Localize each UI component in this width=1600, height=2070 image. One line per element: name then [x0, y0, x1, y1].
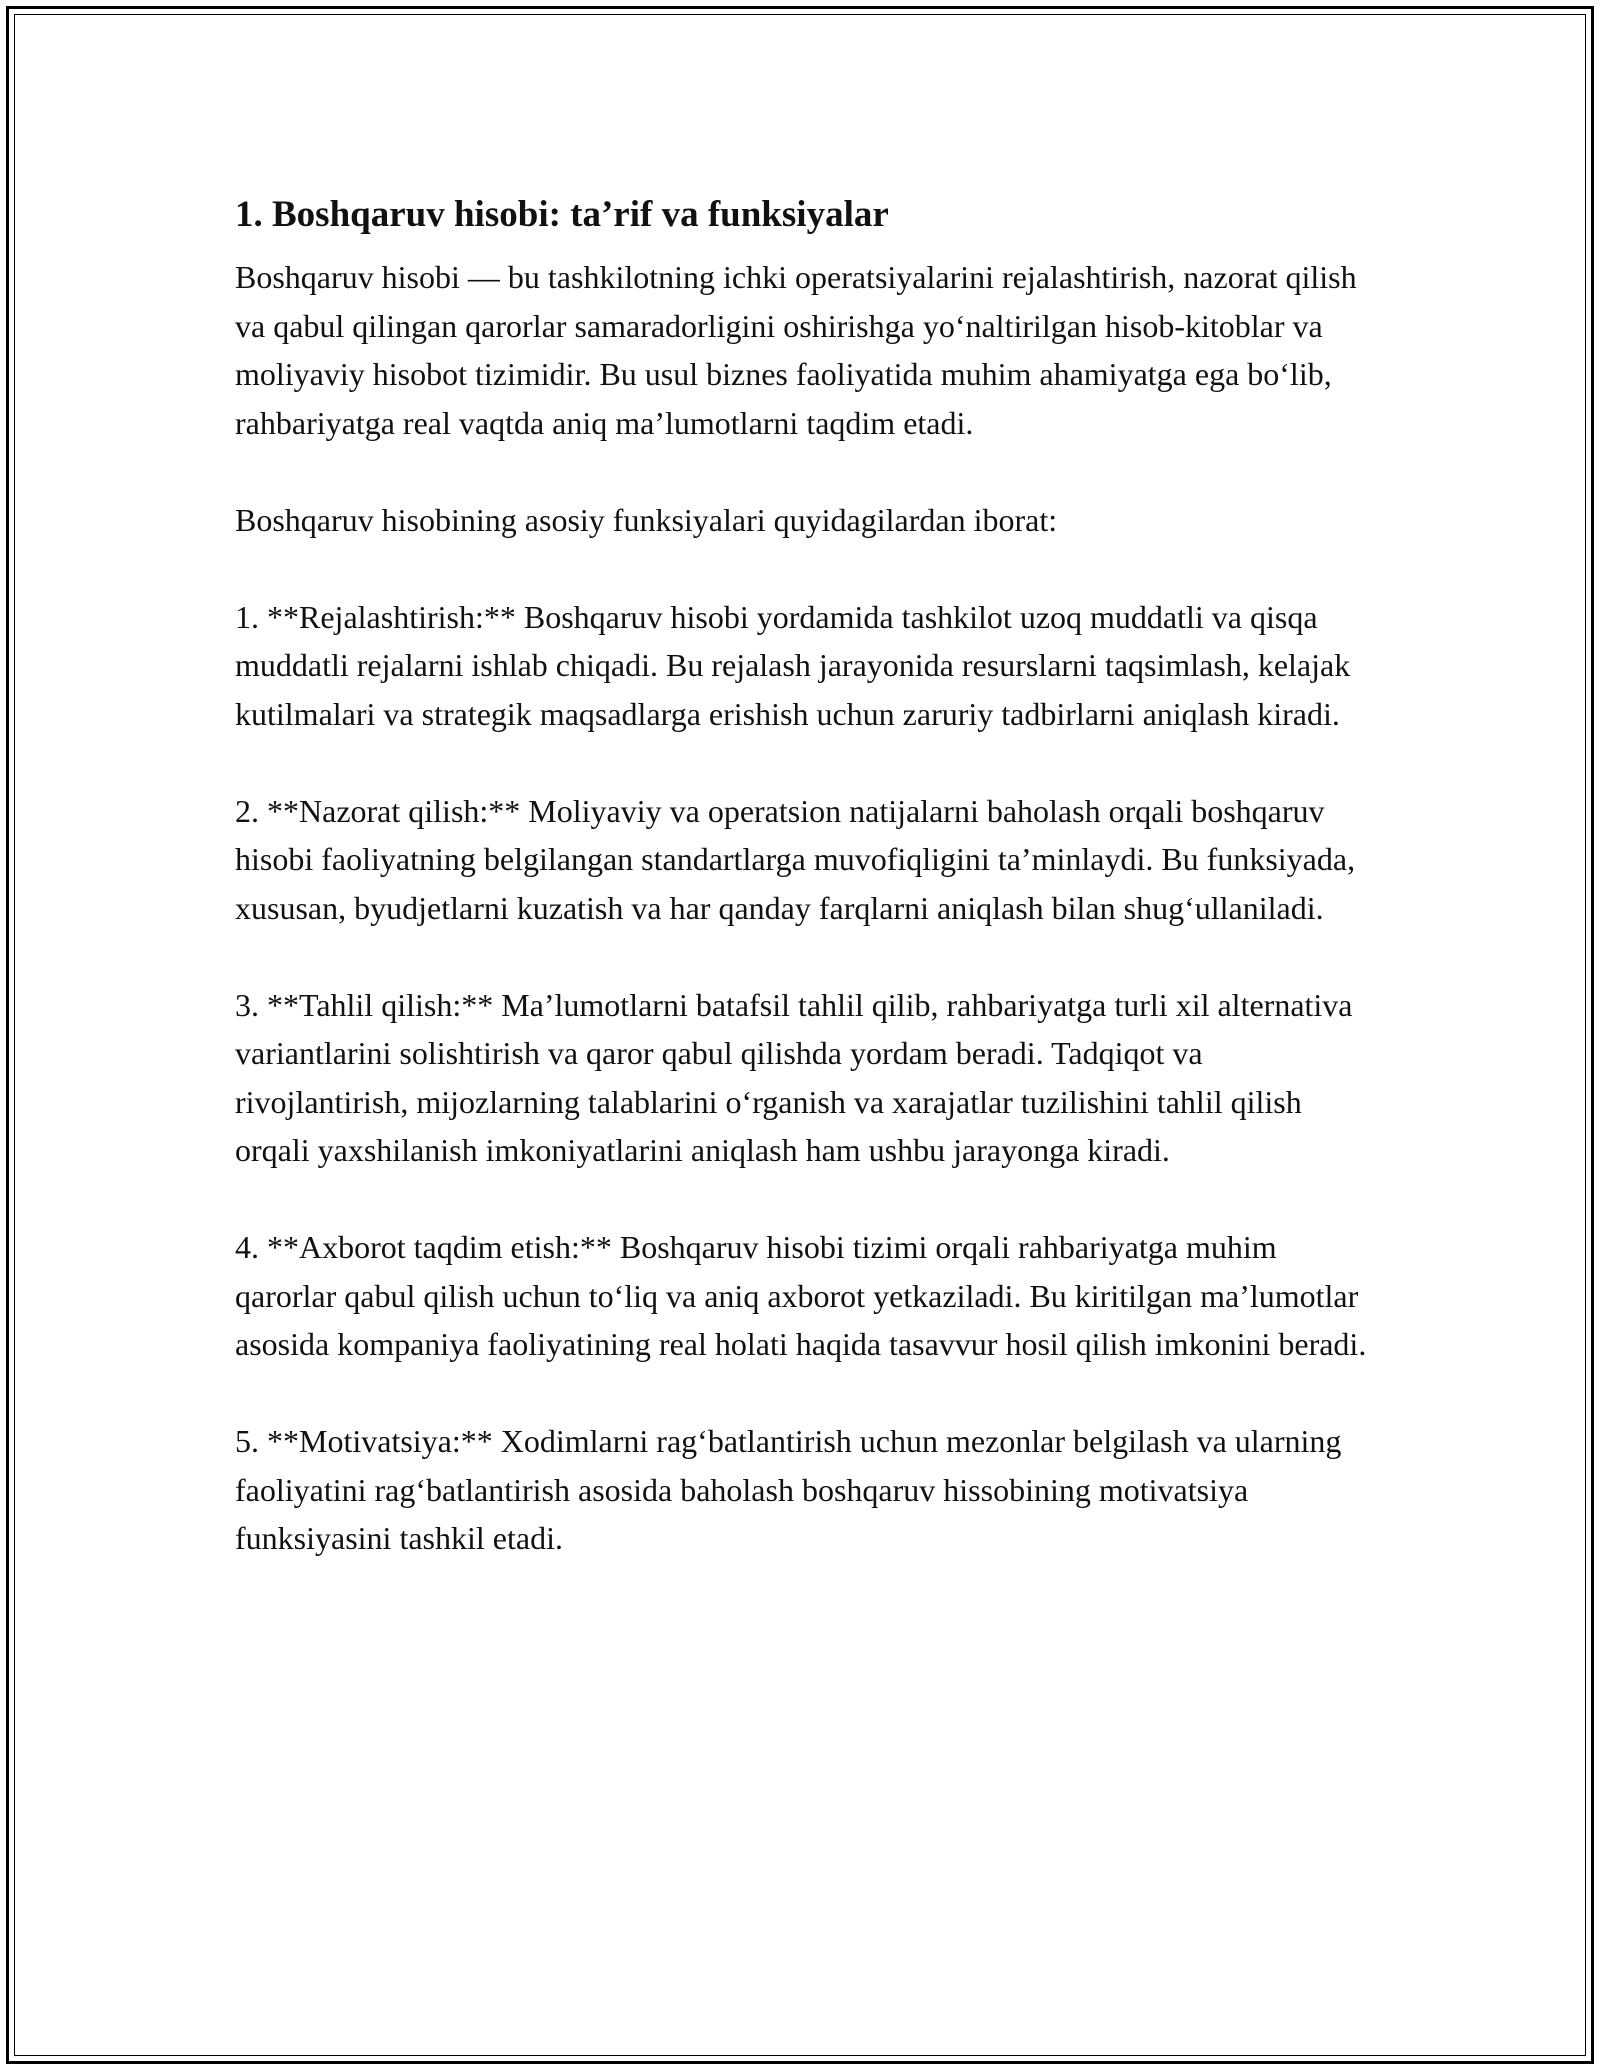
function-item-analysis: 3. **Tahlil qilish:** Ma’lumotlarni batafsil tahlil qilib, rahbariyatga turli xil alternativa variantlarini solishtirish va qaror qabul qilishda yordam beradi. Tadqiqot va rivojlantirish, mijozlarning talablarini o‘rganish va xarajatlar tuzilishini tahlil qilish orqali yaxshilanish imkoniyatlarini aniqlash ham ushbu jarayonga kiradi.: [235, 986, 1353, 1168]
function-item-motivation: 5. **Motivatsiya:** Xodimlarni rag‘batlantirish uchun mezonlar belgilash va ularning faoliyatini rag‘batlantirish asosida baholash boshqaruv hissobining motivatsiya funksiyasini tashkil etadi.: [235, 1423, 1342, 1556]
document-body: [235, 185, 1375, 1611]
intro-paragraph: Boshqaruv hisobi — bu tashkilotning ichki operatsiyalarini rejalashtirish, nazorat qilish va qabul qilingan qarorlar samaradorligini oshirishga yo‘naltirilgan hisob-kitoblar va moliyaviy hisobot tizimidir. Bu usul biznes faoliyatida muhim ahamiyatga ega bo‘lib, rahbariyatga real vaqtda aniq ma’lumotlarni taqdim etadi.: [235, 259, 1357, 441]
function-item-control: 2. **Nazorat qilish:** Moliyaviy va operatsion natijalarni baholash orqali boshqaruv hisobi faoliyatning belgilangan standartlarga muvofiqligini ta’minlaydi. Bu funksiyada, xususan, byudjetlarni kuzatish va har qanday farqlarni aniqlash bilan shug‘ullaniladi.: [235, 792, 1356, 926]
functions-intro-paragraph: Boshqaruv hisobining asosiy funksiyalari quyidagilardan iborat:: [235, 501, 1058, 538]
function-item-information: 4. **Axborot taqdim etish:** Boshqaruv hisobi tizimi orqali rahbariyatga muhim qarorlar qabul qilish uchun to‘liq va aniq axborot yetkaziladi. Bu kiritilgan ma’lumotlar asosida kompaniya faoliyatining real holati haqida tasavvur hosil qilish imkonini beradi.: [235, 1229, 1367, 1362]
function-item-planning: 1. **Rejalashtirish:** Boshqaruv hisobi yordamida tashkilot uzoq muddatli va qisqa muddatli rejalarni ishlab chiqadi. Bu rejalash jarayonida resurslarni taqsimlash, kelajak kutilmalari va strategik maqsadlarga erishish uchun zaruriy tadbirlarni aniqlash kiradi.: [235, 598, 1351, 732]
section-heading: 1. Boshqaruv hisobi: ta’rif va funksiyalar: [235, 194, 889, 235]
